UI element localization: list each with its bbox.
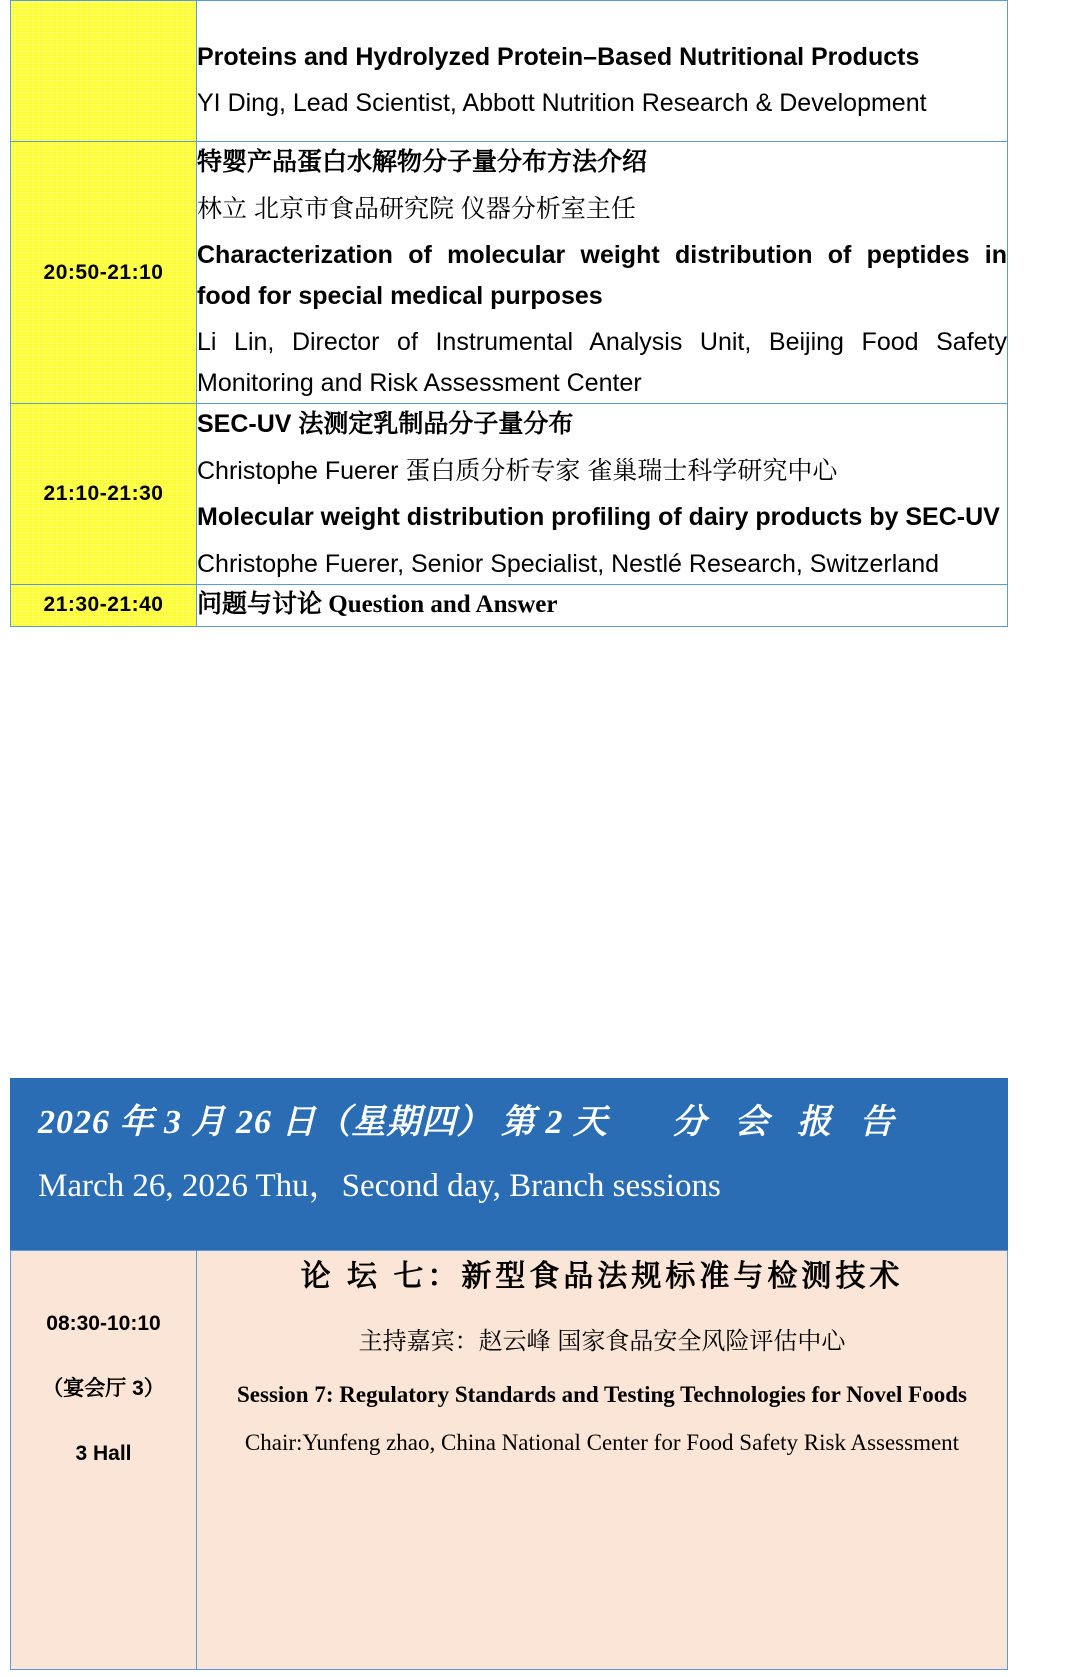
session-venue-en: 3 Hall	[75, 1442, 132, 1465]
agenda-table	[10, 0, 1008, 627]
agenda-time-cell	[11, 1, 197, 142]
day-banner-label-cn: 分 会 报 告	[672, 1104, 904, 1141]
session-time: 08:30-10:10	[46, 1312, 161, 1335]
agenda-line: Li Lin, Director of Instrumental Analysis Unit, Beijing Food Safety Monitoring and Risk Assessment Center	[197, 328, 1007, 397]
agenda-line: 问题与讨论 Question and Answer	[197, 591, 558, 618]
agenda-line: Christophe Fuerer 蛋白质分析专家 雀巢瑞士科学研究中心	[197, 456, 838, 485]
session-title-cn: 论 坛 七：新型食品法规标准与检测技术	[300, 1260, 904, 1293]
agenda-line: YI Ding, Lead Scientist, Abbott Nutrition Research & Development	[197, 89, 927, 117]
agenda-content-cell	[197, 404, 1008, 585]
session-time-cell	[11, 1251, 197, 1670]
agenda-line: Characterization of molecular weight distribution of peptides in food for special medical purposes	[197, 241, 1007, 310]
day-banner-line-cn	[38, 1094, 980, 1143]
day-banner-date-cn: 2026 年 3 月 26 日（星期四） 第 2 天	[38, 1104, 608, 1141]
table-row	[11, 142, 1008, 404]
day-banner-date-en: March 26, 2026 Thu，Second day, Branch sessions	[38, 1168, 721, 1204]
table-row	[11, 585, 1008, 627]
agenda-line: 特婴产品蛋白水解物分子量分布方法介绍	[197, 148, 648, 176]
agenda-line: Christophe Fuerer, Senior Specialist, Nestlé Research, Switzerland	[197, 549, 940, 578]
agenda-line: 林立 北京市食品研究院 仪器分析室主任	[197, 194, 636, 223]
agenda-line: Molecular weight distribution profiling of dairy products by SEC-UV	[197, 503, 1000, 531]
session-table	[10, 1250, 1008, 1670]
session-venue-cn: （宴会厅 3）	[42, 1377, 165, 1400]
agenda-line: Proteins and Hydrolyzed Protein–Based Nutritional Products	[197, 42, 920, 71]
table-row	[11, 1251, 1008, 1670]
session-content-cell	[197, 1251, 1008, 1670]
agenda-time-cell: 21:30-21:40	[11, 585, 197, 627]
agenda-table-body	[11, 1, 1008, 627]
session-chair-en: Chair:Yunfeng zhao, China National Center for Food Safety Risk Assessment	[244, 1429, 960, 1455]
table-row	[11, 1, 1008, 142]
agenda-time-cell: 21:10-21:30	[11, 404, 197, 585]
agenda-line: SEC-UV 法测定乳制品分子量分布	[197, 410, 574, 438]
agenda-content-cell	[197, 1, 1008, 142]
session-chair-cn: 主持嘉宾：赵云峰 国家食品安全风险评估中心	[358, 1328, 846, 1355]
table-row	[11, 404, 1008, 585]
agenda-content-cell	[197, 142, 1008, 404]
agenda-content-cell	[197, 585, 1008, 627]
session-title-en: Session 7: Regulatory Standards and Testing Technologies for Novel Foods	[237, 1382, 967, 1407]
agenda-time-cell: 20:50-21:10	[11, 142, 197, 404]
day-banner	[10, 1078, 1008, 1250]
session-table-body	[11, 1251, 1008, 1670]
